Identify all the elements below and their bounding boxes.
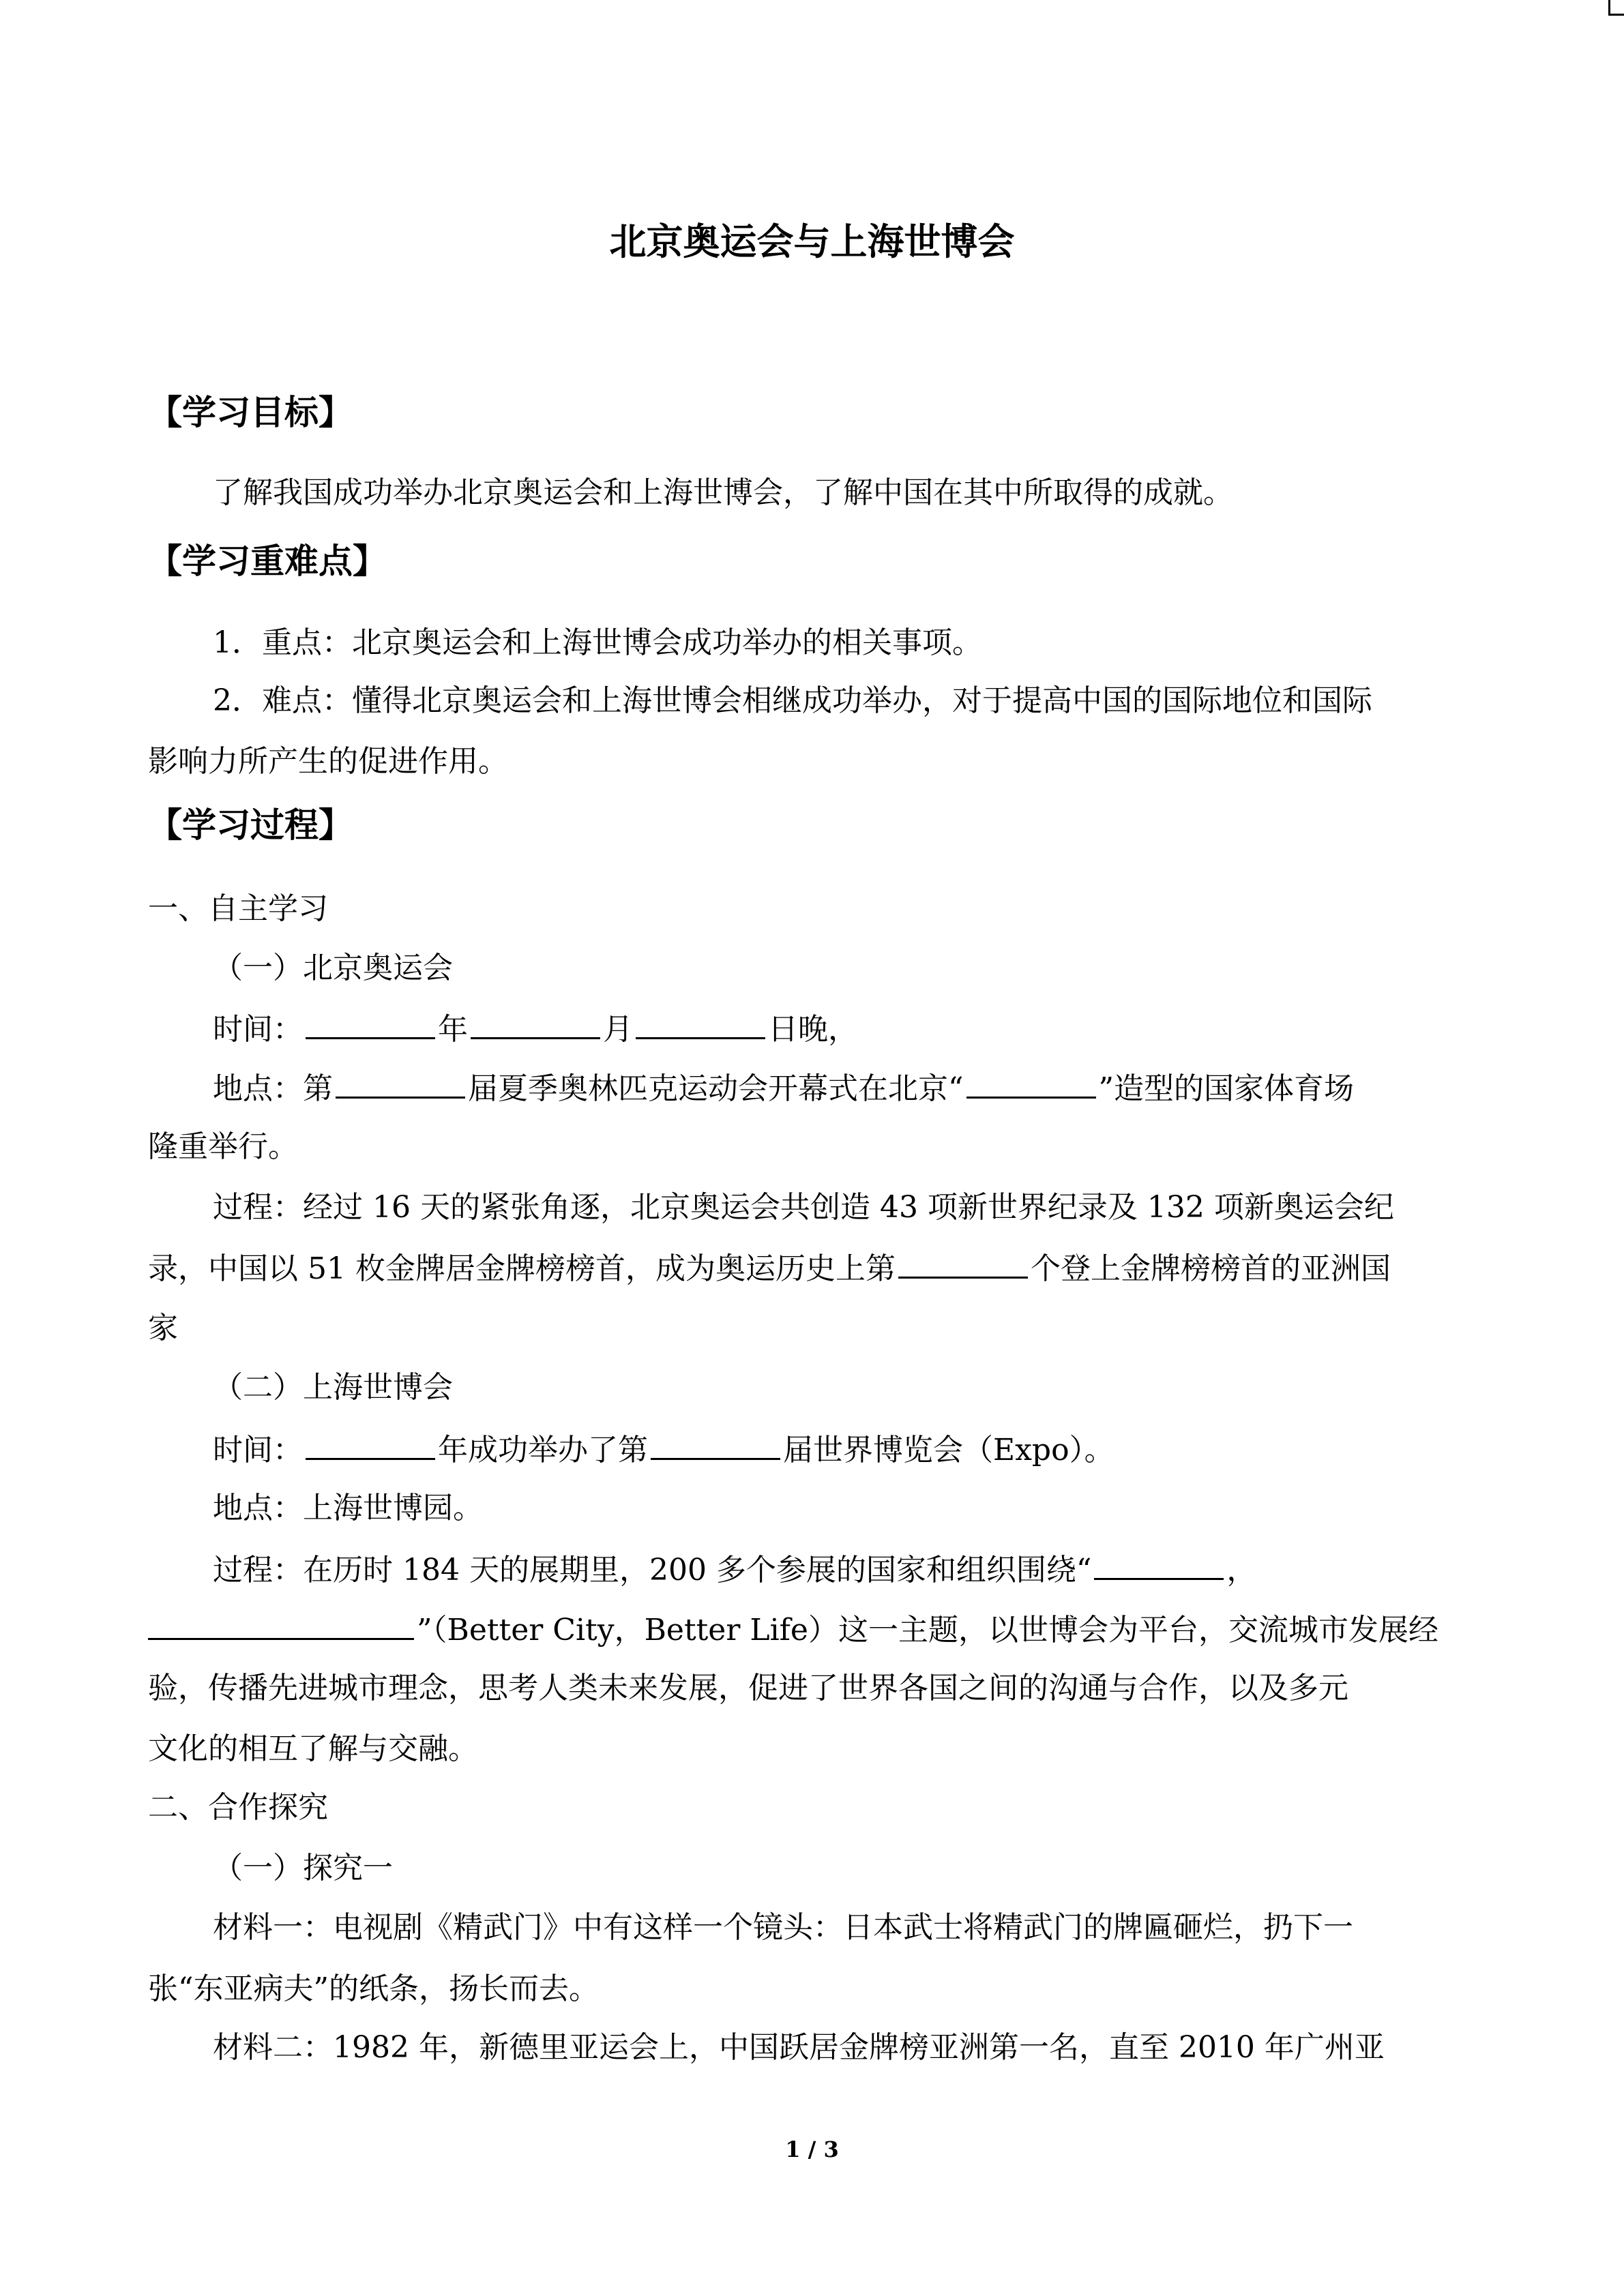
olympics-process-line2: [148, 1247, 1478, 1289]
expo-year-blank[interactable]: [306, 1428, 435, 1460]
expo-time-b: 届世界博览会（Expo）。: [783, 1433, 1114, 1467]
cooperative-heading: 二、合作探究: [148, 1790, 328, 1825]
key-point-2-line2: 影响力所产生的促进作用。: [148, 744, 508, 779]
page-corner-mark: [1608, 0, 1624, 16]
expo-heading: （二）上海世博会: [213, 1370, 453, 1405]
process-heading: 【学习过程】: [148, 805, 353, 845]
page-number: 1 / 3: [785, 2136, 839, 2162]
olympics-day-unit: 日晚，: [768, 1012, 858, 1047]
olympics-process-line3: 家: [148, 1311, 178, 1345]
olympics-time-line: [213, 1007, 1478, 1050]
expo-process-line1-comma: ，: [1226, 1553, 1257, 1587]
olympics-heading: （一）北京奥运会: [213, 951, 453, 985]
key-points-heading: 【学习重难点】: [148, 541, 387, 581]
theme-blank-2[interactable]: [148, 1608, 414, 1640]
olympics-process-line2b: 个登上金牌榜榜首的亚洲国: [1030, 1251, 1391, 1286]
expo-place: 地点：上海世博园。: [213, 1491, 483, 1525]
olympics-place-b: 届夏季奥林匹克运动会开幕式在北京“: [468, 1071, 964, 1106]
key-point-2-line1: 2．难点：懂得北京奥运会和上海世博会相继成功举办，对于提高中国的国际地位和国际: [213, 683, 1372, 718]
olympics-place-line: [213, 1067, 1478, 1109]
theme-blank-1[interactable]: [1094, 1548, 1224, 1580]
key-point-1: 1．重点：北京奥运会和上海世博会成功举办的相关事项。: [213, 625, 982, 660]
explore1-heading: （一）探究一: [213, 1851, 393, 1885]
olympics-time-label: 时间：: [213, 1012, 303, 1047]
stadium-shape-blank[interactable]: [966, 1067, 1096, 1099]
expo-process-line2: [148, 1608, 1478, 1651]
olympics-year-unit: 年: [438, 1012, 468, 1047]
material1-line1: 材料一：电视剧《精武门》中有这样一个镜头：日本武士将精武门的牌匾砸烂，扔下一: [213, 1910, 1353, 1945]
expo-time-line: [213, 1428, 1478, 1471]
expo-process-line3: 验，传播先进城市理念，思考人类未来发展，促进了世界各国之间的沟通与合作，以及多元: [148, 1671, 1348, 1705]
day-blank[interactable]: [636, 1007, 765, 1039]
olympics-place-a: 地点：第: [213, 1071, 333, 1106]
document-title: 北京奥运会与上海世博会: [609, 220, 1015, 263]
year-blank[interactable]: [306, 1007, 435, 1039]
olympics-place-c: ”造型的国家体育场: [1098, 1071, 1354, 1106]
olympics-process-line1: 过程：经过 16 天的紧张角逐，北京奥运会共创造 43 项新世界纪录及 132 项新奥运会纪: [213, 1190, 1394, 1225]
expo-process-line1: [213, 1548, 1478, 1591]
expo-time-a: 年成功举办了第: [438, 1433, 648, 1467]
material2-line1: 材料二：1982 年，新德里亚运会上，中国跃居金牌榜亚洲第一名，直至 2010 年广州亚: [213, 2030, 1385, 2065]
objectives-text: 了解我国成功举办北京奥运会和上海世博会，了解中国在其中所取得的成就。: [213, 475, 1233, 510]
expo-process-line2-text: ”（Better City，Better Life）这一主题，以世博会为平台，交流城市发展经: [417, 1613, 1438, 1648]
olympics-place-line2: 隆重举行。: [148, 1129, 298, 1164]
self-study-heading: 一、自主学习: [148, 891, 328, 926]
expo-time-label: 时间：: [213, 1433, 303, 1467]
expo-session-blank[interactable]: [651, 1428, 780, 1460]
olympics-process-line2a: 录，中国以 51 枚金牌居金牌榜榜首，成为奥运历史上第: [148, 1251, 896, 1286]
expo-process-line1-text: 过程：在历时 184 天的展期里，200 多个参展的国家和组织围绕“: [213, 1553, 1092, 1587]
rank-blank[interactable]: [898, 1247, 1028, 1279]
session-blank[interactable]: [336, 1067, 465, 1099]
olympics-month-unit: 月: [603, 1012, 633, 1047]
material1-line2: 张“东亚病夫”的纸条，扬长而去。: [148, 1971, 599, 2006]
expo-process-line4: 文化的相互了解与交融。: [148, 1731, 478, 1766]
objectives-heading: 【学习目标】: [148, 393, 353, 432]
month-blank[interactable]: [471, 1007, 600, 1039]
